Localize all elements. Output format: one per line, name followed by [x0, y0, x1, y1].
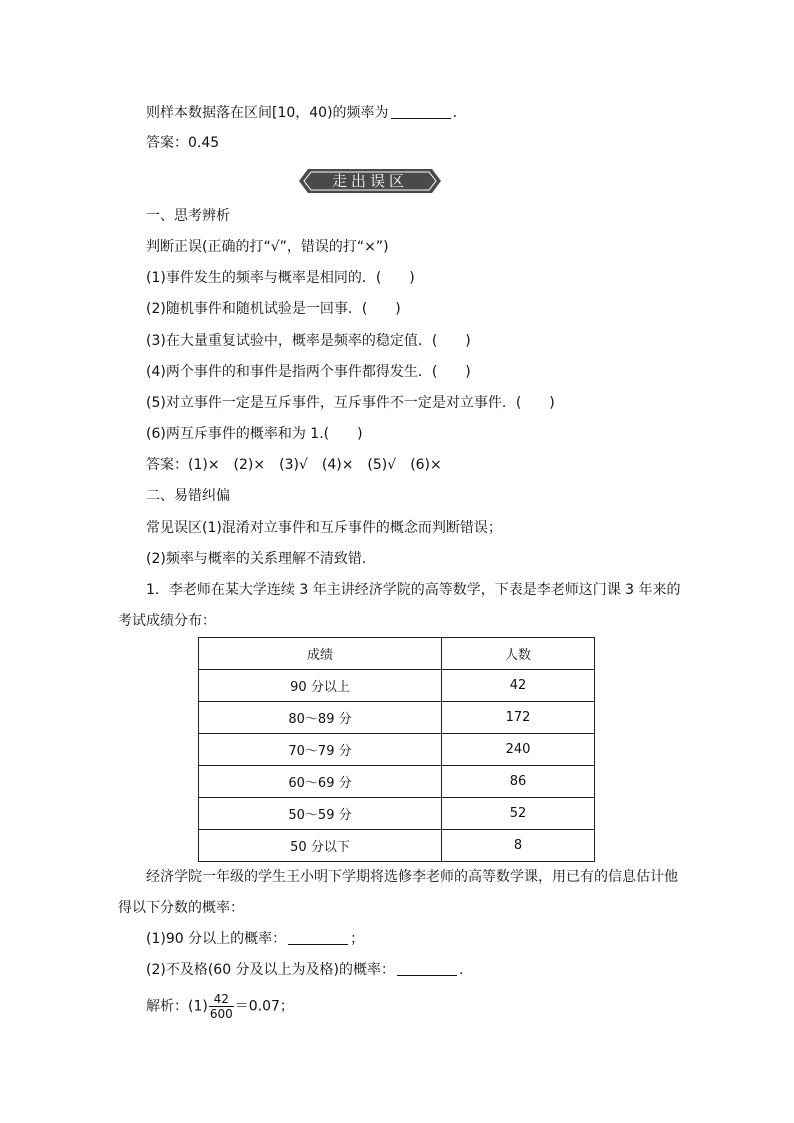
table-header-count: 人数 [442, 638, 595, 670]
table-cell-count: 240 [442, 734, 595, 766]
table-cell-score: 50 分以下 [199, 830, 442, 862]
judge-item-1: (1)事件发生的频率与概率是相同的．( ) [146, 270, 415, 286]
section2-errors-line2: (2)频率与概率的关系理解不清致错． [146, 551, 376, 567]
solution-suffix: ＝0.07； [234, 998, 294, 1015]
table-row [199, 766, 595, 798]
table-header-row [199, 638, 595, 670]
score-distribution-table [198, 637, 595, 862]
fraction-numerator: 42 [209, 992, 234, 1007]
table-cell-count: 86 [442, 766, 595, 798]
section-banner [298, 168, 442, 194]
after-table-line1: 经济学院一年级的学生王小明下学期将选修李老师的高等数学课，用已有的信息估计他 [146, 869, 678, 885]
fraction [209, 992, 234, 1021]
intro-question-suffix: . [452, 105, 458, 121]
table-row [199, 734, 595, 766]
answer-blank [391, 104, 451, 119]
judge-item-5: (5)对立事件一定是互斥事件，互斥事件不一定是对立事件．( ) [146, 395, 555, 411]
table-cell-score: 60～69 分 [199, 766, 442, 798]
solution-line [146, 992, 294, 1021]
intro-answer: 答案：0.45 [146, 135, 220, 151]
table-cell-count: 52 [442, 798, 595, 830]
sub-question-2-suffix: . [459, 962, 464, 978]
table-header-score: 成绩 [199, 638, 442, 670]
section1-answer: 答案：(1)× (2)× (3)√ (4)× (5)√ (6)× [146, 457, 442, 473]
section2-errors-line1: 常见误区(1)混淆对立事件和互斥事件的概念而判断错误； [146, 520, 502, 536]
sub-question-2-prefix: (2)不及格(60 分及以上为及格)的概率： [146, 962, 396, 978]
sub-question-1 [146, 929, 364, 949]
section1-heading: 一、思考辨析 [146, 208, 230, 224]
sub-question-1-suffix: ； [350, 931, 365, 947]
after-table-line2: 得以下分数的概率： [118, 900, 244, 916]
table-row [199, 830, 595, 862]
table-cell-count: 42 [442, 670, 595, 702]
table-row [199, 670, 595, 702]
table-cell-score: 70～79 分 [199, 734, 442, 766]
answer-blank [397, 961, 457, 976]
table-cell-count: 8 [442, 830, 595, 862]
table-row [199, 798, 595, 830]
solution-prefix: 解析：(1) [146, 998, 208, 1015]
judge-item-2: (2)随机事件和随机试验是一回事．( ) [146, 301, 401, 317]
sub-question-1-prefix: (1)90 分以上的概率： [146, 931, 287, 947]
problem-line1: 1．李老师在某大学连续 3 年主讲经济学院的高等数学，下表是李老师这门课 3 年来的 [146, 582, 681, 598]
section1-instruction: 判断正误(正确的打“√”，错误的打“×”) [146, 239, 389, 255]
section2-heading: 二、易错纠偏 [146, 488, 230, 504]
fraction-denominator: 600 [209, 1007, 233, 1021]
table-cell-count: 172 [442, 702, 595, 734]
judge-item-4: (4)两个事件的和事件是指两个事件都得发生．( ) [146, 364, 471, 380]
problem-line2: 考试成绩分布： [118, 613, 216, 629]
judge-item-3: (3)在大量重复试验中，概率是频率的稳定值．( ) [146, 333, 471, 349]
table-cell-score: 80～89 分 [199, 702, 442, 734]
intro-question [146, 103, 457, 123]
banner-label: 走出误区 [331, 172, 408, 190]
answer-blank [288, 930, 348, 945]
table-row [199, 702, 595, 734]
table-cell-score: 50～59 分 [199, 798, 442, 830]
sub-question-2 [146, 960, 463, 980]
intro-question-prefix: 则样本数据落在区间[10，40)的频率为 [146, 105, 389, 121]
judge-item-6: (6)两互斥事件的概率和为 1.( ) [146, 426, 363, 442]
table-cell-score: 90 分以上 [199, 670, 442, 702]
